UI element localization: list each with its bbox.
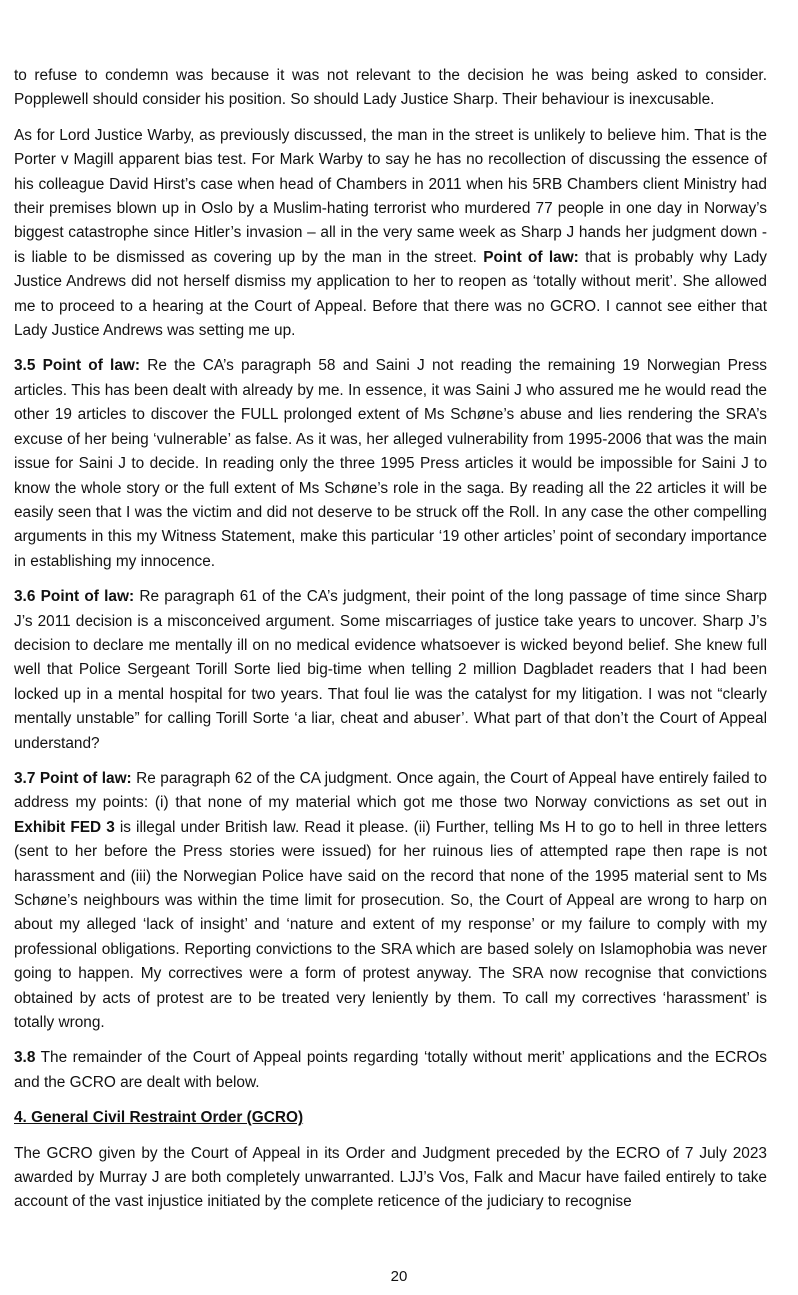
paragraph-warby xyxy=(14,124,767,344)
paragraph-text: The GCRO given by the Court of Appeal in its Order and Judgment preceded by the ECRO of 7 July 2023 awarded by Murray J are both completely unwarranted. LJJ’s Vos, Falk and Macur have failed entirely to take account of the vast injustice initiated by the complete reticence of the judiciary to recognise xyxy=(14,1144,767,1211)
section-label-3-8: 3.8 xyxy=(14,1049,36,1067)
section-label-3-7: 3.7 Point of law: xyxy=(14,769,132,787)
paragraph-text: Re paragraph 61 of the CA’s judgment, their point of the long passage of time since Sharp J’s 2011 decision is a misconceived argument. Some miscarriages of justice take years to uncover. Sharp J’s decision to declare me mentally ill on no medical evidence whatsoever is wicked beyond belief. She knew full well that Police Sergeant Torill Sorte lied big-time when telling 2 million Dagbladet readers that I had been locked up in a mental hospital for two years. That foul lie was the catalyst for my litigation. I was not “clearly mentally unstable” for calling Torill Sorte ‘a liar, cheat and abuser’. What part of that don’t the Court of Appeal understand? xyxy=(14,588,767,752)
exhibit-reference: Exhibit FED 3 xyxy=(14,818,115,836)
document-body xyxy=(14,64,767,1215)
paragraph-continuation xyxy=(14,64,767,113)
paragraph-text: Re paragraph 62 of the CA judgment. Once again, the Court of Appeal have entirely failed to address my points: (i) that none of my material which got me those two Norway convictions as set out in xyxy=(14,769,767,812)
section-label-3-5: 3.5 Point of law: xyxy=(14,357,140,375)
paragraph-text: The remainder of the Court of Appeal points regarding ‘totally without merit’ applications and the ECROs and the GCRO are dealt with below. xyxy=(14,1049,767,1091)
section-label-3-6: 3.6 Point of law: xyxy=(14,588,135,606)
point-of-law-label: Point of law: xyxy=(483,248,579,266)
page-number: 20 xyxy=(390,1268,408,1285)
paragraph-text: that is probably why Lady Justice Andrews did not herself dismiss my application to her to reopen as ‘totally without merit’. She allowed me to proceed to a hearing at the Court of Appeal. Before that there was no GCRO. I cannot see either that Lady Justice Andrews was setting me up. xyxy=(14,248,767,340)
paragraph-3-7 xyxy=(14,767,767,1035)
paragraph-3-6 xyxy=(14,585,767,756)
paragraph-text: to refuse to condemn was because it was not relevant to the decision he was being asked to consider. Popplewell should consider his position. So should Lady Justice Sharp. Their behaviour is inexcusable. xyxy=(14,67,767,109)
paragraph-3-8 xyxy=(14,1046,767,1095)
paragraph-gcro xyxy=(14,1142,767,1215)
paragraph-text: is illegal under British law. Read it please. (ii) Further, telling Ms H to go to hell in three letters (sent to her before the Press stories were issued) for her ruinous lies of attempted rape then rape is not harassment and (iii) the Norwegian Police have said on the record that none of the 1995 material sent to Ms Schøne’s neighbours was within the time limit for prosecution. So, the Court of Appeal are wrong to harp on about my alleged ‘lack of insight’ and ‘nature and extent of my response’ or my failure to comply with my professional obligations. Reporting convictions to the SRA which are based solely on Islamophobia was never going to happen. My correctives were a form of protest anyway. The SRA now recognise that convictions obtained by acts of protest are to be treated very leniently by them. To call my correctives ‘harassment’ is totally wrong. xyxy=(14,818,767,1032)
paragraph-text: Re the CA’s paragraph 58 and Saini J not reading the remaining 19 Norwegian Press articles. This has been dealt with already by me. In essence, it was Saini J who assured me he would read the other 19 articles to discover the FULL prolonged extent of Ms Schøne’s abuse and lies rendering the SRA’s excuse of her being ‘vulnerable’ as false. As it was, her alleged vulnerability from 1995-2006 that was the main issue for Saini J to decide. In reading only the three 1995 Press articles it would be impossible for Saini J to know the whole story or the full extent of Ms Schøne’s role in the saga. By reading all the 22 articles it will be easily seen that I was the victim and did not deserve to be struck off the Roll. In any case the other compelling arguments in this my Witness Statement, make this particular ‘19 other articles’ point of secondary importance in establishing my innocence. xyxy=(14,357,767,570)
paragraph-text: As for Lord Justice Warby, as previously discussed, the man in the street is unlikely to believe him. That is the Porter v Magill apparent bias test. For Mark Warby to say he has no recollection of discussing the essence of his colleague David Hirst’s case when head of Chambers in 2011 when his 5RB Chambers client Ministry had their premises blown up in Oslo by a Muslim-hating terrorist who murdered 77 people in one day in Norway’s biggest catastrophe since Hitler’s invasion – all in the very same week as Sharp J hands her judgment down - is liable to be dismissed as covering up by the man in the street. xyxy=(14,126,767,266)
paragraph-3-5 xyxy=(14,354,767,574)
section-heading-gcro xyxy=(14,1106,767,1130)
section-heading-text: 4. General Civil Restraint Order (GCRO) xyxy=(14,1109,304,1127)
